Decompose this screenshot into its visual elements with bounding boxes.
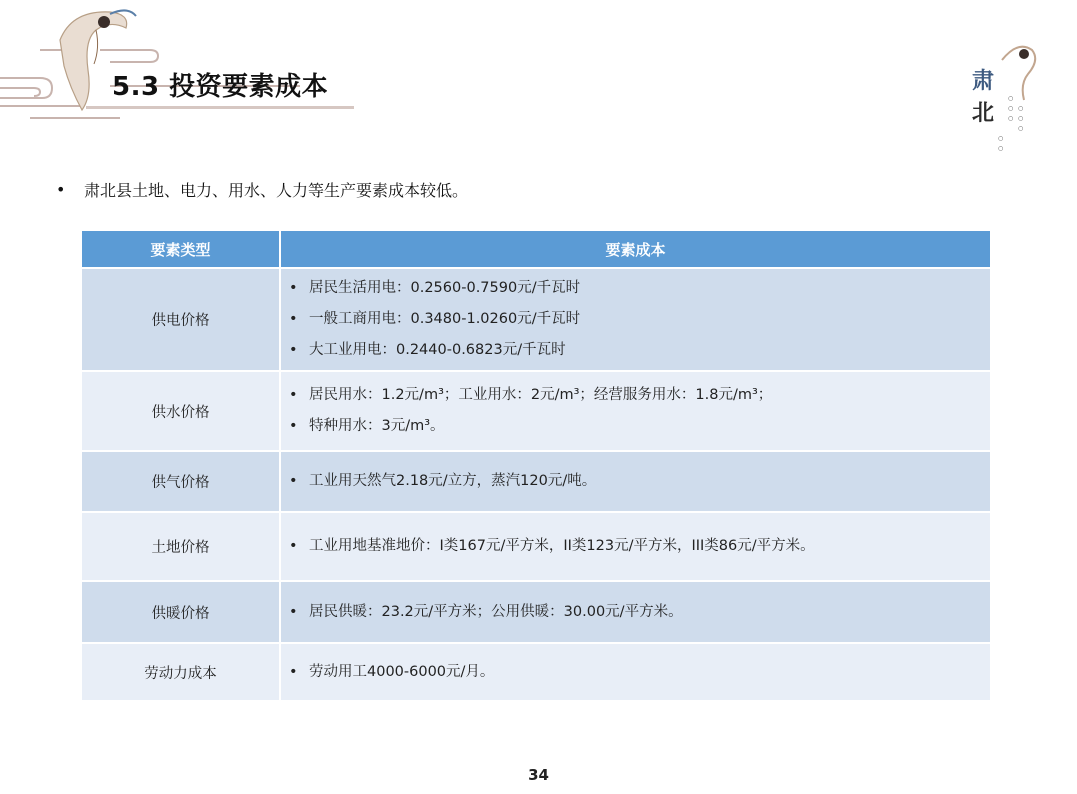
table-row	[82, 581, 991, 643]
row-type: 供气价格	[82, 451, 280, 512]
bullet-icon: •	[289, 311, 298, 327]
cost-item	[289, 531, 990, 562]
svg-text:○: ○	[1018, 125, 1024, 132]
header-decoration	[0, 0, 360, 130]
row-type: 土地价格	[82, 512, 280, 581]
cost-table	[82, 231, 992, 700]
header-cost: 要素成本	[280, 231, 991, 268]
row-type: 劳动力成本	[82, 643, 280, 700]
bullet-icon: •	[289, 418, 298, 434]
table-row	[82, 643, 991, 700]
cost-text: 工业用天然气2.18元/立方，蒸汽120元/吨。	[309, 473, 597, 489]
cost-item	[289, 466, 990, 497]
cost-item	[289, 380, 990, 411]
row-cost	[280, 371, 991, 451]
cost-text: 一般工商用电：0.3480-1.0260元/千瓦时	[309, 311, 581, 327]
svg-text:○: ○	[1018, 115, 1024, 122]
bullet-icon: •	[289, 280, 298, 296]
cost-text: 居民生活用电：0.2560-0.7590元/千瓦时	[309, 280, 581, 296]
cost-item	[289, 335, 990, 366]
brand-logo	[962, 40, 1042, 164]
svg-text:○: ○	[1008, 95, 1014, 102]
svg-text:○: ○	[1018, 105, 1024, 112]
svg-text:肃: 肃	[972, 68, 995, 94]
table-row	[82, 268, 991, 371]
intro-text: 肃北县土地、电力、用水、人力等生产要素成本较低。	[84, 181, 469, 200]
bullet-icon: •	[289, 342, 298, 358]
svg-text:○: ○	[998, 135, 1004, 142]
row-cost	[280, 643, 991, 700]
row-cost	[280, 581, 991, 643]
cost-text: 劳动用工4000-6000元/月。	[309, 663, 495, 680]
table-header-row	[82, 231, 991, 268]
table-row	[82, 371, 991, 451]
row-cost	[280, 268, 991, 371]
cost-item	[289, 597, 990, 628]
row-cost	[280, 451, 991, 512]
bullet-icon: •	[289, 538, 298, 554]
cost-item	[289, 304, 990, 335]
svg-text:北: 北	[972, 100, 995, 126]
cost-item	[289, 411, 990, 442]
cost-text: 工业用地基准地价：I类167元/平方米，II类123元/平方米，III类86元/平方米。	[309, 538, 815, 554]
cost-item	[289, 657, 990, 688]
row-type: 供水价格	[82, 371, 280, 451]
svg-text:○: ○	[1008, 115, 1014, 122]
cost-text: 特种用水：3元/m³。	[309, 418, 445, 434]
row-type: 供暖价格	[82, 581, 280, 643]
intro-bullet	[56, 178, 468, 201]
page-title: 5.3 投资要素成本	[112, 72, 329, 102]
bullet-icon: •	[289, 387, 298, 403]
bullet-icon: •	[289, 473, 298, 489]
cost-item	[289, 273, 990, 304]
row-cost	[280, 512, 991, 581]
table-row	[82, 451, 991, 512]
svg-text:○: ○	[1008, 105, 1014, 112]
cost-text: 大工业用电：0.2440-0.6823元/千瓦时	[309, 342, 566, 358]
bullet-icon: •	[289, 663, 298, 680]
cost-text: 居民供暖：23.2元/平方米；公用供暖：30.00元/平方米。	[309, 603, 683, 620]
bullet-icon: •	[289, 603, 298, 620]
table-row	[82, 512, 991, 581]
row-type: 供电价格	[82, 268, 280, 371]
title-underline	[86, 106, 354, 109]
page-number: 34	[528, 766, 549, 784]
svg-text:○: ○	[998, 145, 1004, 152]
cost-text: 居民用水：1.2元/m³；工业用水：2元/m³；经营服务用水：1.8元/m³；	[309, 387, 773, 403]
bullet-icon: •	[56, 180, 66, 199]
header-type: 要素类型	[82, 231, 280, 268]
